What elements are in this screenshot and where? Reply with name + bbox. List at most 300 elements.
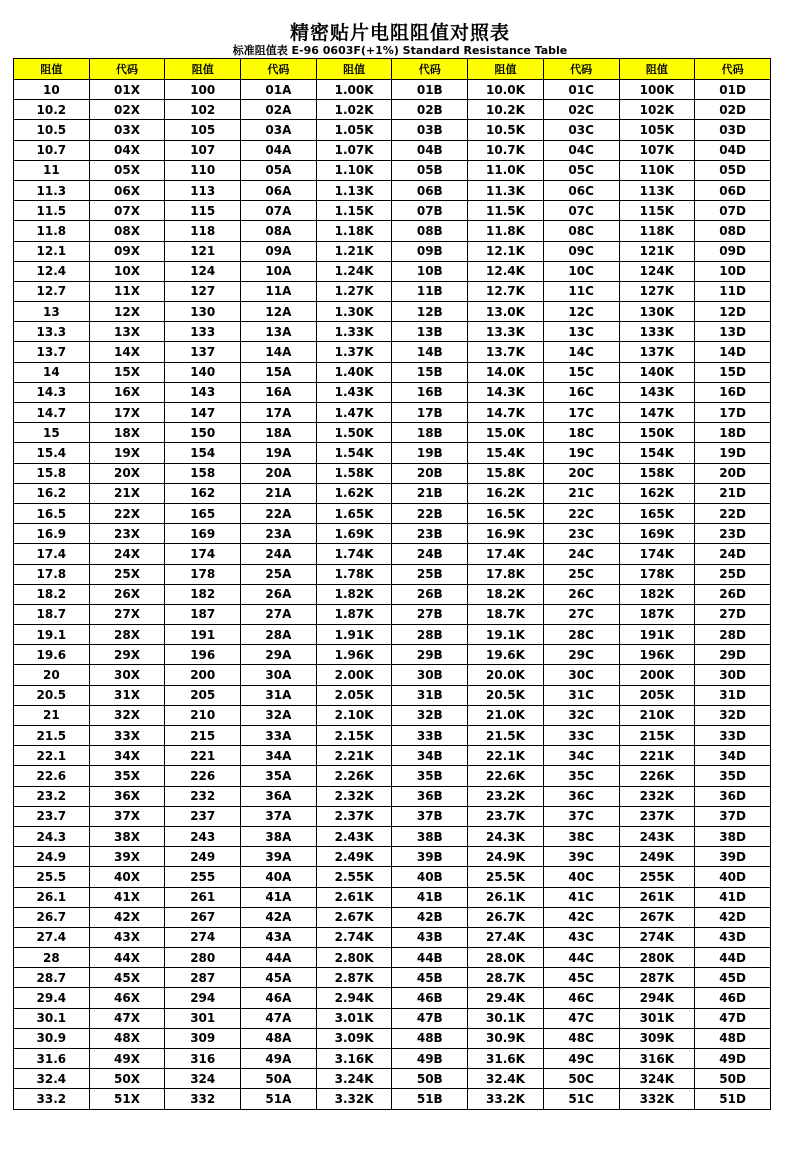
resistance-code-cell: 09B	[392, 241, 468, 261]
resistance-code-cell: 49C	[543, 1049, 619, 1069]
table-row	[14, 927, 771, 947]
resistance-value-cell: 147K	[619, 403, 695, 423]
resistance-code-cell: 47C	[543, 1008, 619, 1028]
resistance-value-cell: 1.78K	[316, 564, 392, 584]
resistance-value-cell: 3.32K	[316, 1089, 392, 1109]
resistance-value-cell: 2.55K	[316, 867, 392, 887]
table-row	[14, 342, 771, 362]
resistance-code-cell: 02X	[89, 100, 165, 120]
resistance-value-cell: 1.00K	[316, 80, 392, 100]
resistance-code-cell: 49A	[241, 1049, 317, 1069]
resistance-code-cell: 26B	[392, 584, 468, 604]
resistance-value-cell: 14.7K	[468, 403, 544, 423]
table-row	[14, 867, 771, 887]
resistance-value-cell: 3.24K	[316, 1069, 392, 1089]
resistance-value-cell: 24.3	[14, 826, 90, 846]
resistance-code-cell: 24B	[392, 544, 468, 564]
resistance-code-cell: 16D	[695, 382, 771, 402]
resistance-value-cell: 33.2K	[468, 1089, 544, 1109]
resistance-value-cell: 15.4	[14, 443, 90, 463]
resistance-value-cell: 140	[165, 362, 241, 382]
resistance-value-cell: 32.4	[14, 1069, 90, 1089]
resistance-code-cell: 26D	[695, 584, 771, 604]
resistance-code-cell: 14X	[89, 342, 165, 362]
resistance-code-cell: 39C	[543, 847, 619, 867]
resistance-code-cell: 18D	[695, 423, 771, 443]
resistance-code-cell: 40X	[89, 867, 165, 887]
resistance-value-cell: 31.6	[14, 1049, 90, 1069]
resistance-code-cell: 16X	[89, 382, 165, 402]
resistance-value-cell: 1.40K	[316, 362, 392, 382]
resistance-value-cell: 137K	[619, 342, 695, 362]
resistance-value-cell: 118	[165, 221, 241, 241]
resistance-value-cell: 1.21K	[316, 241, 392, 261]
resistance-value-cell: 324K	[619, 1069, 695, 1089]
resistance-value-cell: 19.1K	[468, 625, 544, 645]
resistance-value-cell: 196K	[619, 645, 695, 665]
resistance-code-cell: 08C	[543, 221, 619, 241]
resistance-code-cell: 22B	[392, 503, 468, 523]
resistance-code-cell: 16A	[241, 382, 317, 402]
resistance-value-cell: 143K	[619, 382, 695, 402]
resistance-code-cell: 46D	[695, 988, 771, 1008]
resistance-code-cell: 50D	[695, 1069, 771, 1089]
resistance-code-cell: 23X	[89, 524, 165, 544]
resistance-code-cell: 05X	[89, 160, 165, 180]
resistance-code-cell: 25C	[543, 564, 619, 584]
table-row	[14, 362, 771, 382]
resistance-code-cell: 02A	[241, 100, 317, 120]
resistance-value-cell: 12.4K	[468, 261, 544, 281]
page-title: 精密贴片电阻阻值对照表	[289, 22, 510, 44]
resistance-value-cell: 17.4K	[468, 544, 544, 564]
resistance-value-cell: 15.8	[14, 463, 90, 483]
resistance-code-cell: 38A	[241, 826, 317, 846]
resistance-code-cell: 21C	[543, 483, 619, 503]
resistance-value-cell: 102K	[619, 100, 695, 120]
resistance-value-cell: 26.7	[14, 907, 90, 927]
resistance-code-cell: 49X	[89, 1049, 165, 1069]
resistance-value-cell: 154	[165, 443, 241, 463]
resistance-code-cell: 45B	[392, 968, 468, 988]
resistance-value-cell: 10.2	[14, 100, 90, 120]
resistance-code-cell: 20X	[89, 463, 165, 483]
table-row	[14, 766, 771, 786]
resistance-value-cell: 28.7K	[468, 968, 544, 988]
resistance-value-cell: 210K	[619, 705, 695, 725]
resistance-value-cell: 11.0K	[468, 160, 544, 180]
header-value: 阻值	[165, 59, 241, 80]
resistance-code-cell: 27D	[695, 604, 771, 624]
resistance-code-cell: 14B	[392, 342, 468, 362]
resistance-value-cell: 1.13K	[316, 180, 392, 200]
resistance-value-cell: 267K	[619, 907, 695, 927]
resistance-value-cell: 1.87K	[316, 604, 392, 624]
resistance-value-cell: 124	[165, 261, 241, 281]
resistance-code-cell: 16C	[543, 382, 619, 402]
resistance-code-cell: 33X	[89, 726, 165, 746]
resistance-code-cell: 04C	[543, 140, 619, 160]
resistance-value-cell: 23.7	[14, 806, 90, 826]
table-row	[14, 806, 771, 826]
resistance-value-cell: 11.3	[14, 180, 90, 200]
resistance-value-cell: 158	[165, 463, 241, 483]
resistance-code-cell: 48B	[392, 1028, 468, 1048]
resistance-code-cell: 07D	[695, 201, 771, 221]
resistance-code-cell: 44C	[543, 948, 619, 968]
resistance-code-cell: 29A	[241, 645, 317, 665]
table-row	[14, 120, 771, 140]
resistance-value-cell: 11.8	[14, 221, 90, 241]
resistance-value-cell: 16.2K	[468, 483, 544, 503]
resistance-value-cell: 221	[165, 746, 241, 766]
resistance-value-cell: 107	[165, 140, 241, 160]
resistance-value-cell: 301	[165, 1008, 241, 1028]
resistance-value-cell: 182K	[619, 584, 695, 604]
resistance-value-cell: 1.91K	[316, 625, 392, 645]
resistance-code-cell: 26C	[543, 584, 619, 604]
resistance-value-cell: 255	[165, 867, 241, 887]
resistance-value-cell: 11.8K	[468, 221, 544, 241]
resistance-value-cell: 23.2	[14, 786, 90, 806]
resistance-code-cell: 11D	[695, 281, 771, 301]
table-row	[14, 746, 771, 766]
resistance-code-cell: 12D	[695, 302, 771, 322]
resistance-code-cell: 19A	[241, 443, 317, 463]
resistance-code-cell: 47X	[89, 1008, 165, 1028]
resistance-value-cell: 287	[165, 968, 241, 988]
resistance-value-cell: 1.43K	[316, 382, 392, 402]
resistance-value-cell: 221K	[619, 746, 695, 766]
resistance-code-cell: 28A	[241, 625, 317, 645]
resistance-value-cell: 150	[165, 423, 241, 443]
resistance-value-cell: 287K	[619, 968, 695, 988]
resistance-value-cell: 174	[165, 544, 241, 564]
resistance-code-cell: 48X	[89, 1028, 165, 1048]
resistance-code-cell: 35C	[543, 766, 619, 786]
resistance-value-cell: 267	[165, 907, 241, 927]
resistance-value-cell: 169K	[619, 524, 695, 544]
resistance-code-cell: 35D	[695, 766, 771, 786]
table-row	[14, 948, 771, 968]
resistance-value-cell: 200	[165, 665, 241, 685]
resistance-code-cell: 27A	[241, 604, 317, 624]
resistance-value-cell: 2.10K	[316, 705, 392, 725]
table-row	[14, 604, 771, 624]
resistance-value-cell: 30.1	[14, 1008, 90, 1028]
resistance-code-cell: 10D	[695, 261, 771, 281]
resistance-value-cell: 174K	[619, 544, 695, 564]
resistance-code-cell: 44B	[392, 948, 468, 968]
resistance-value-cell: 11.5	[14, 201, 90, 221]
resistance-value-cell: 237K	[619, 806, 695, 826]
resistance-code-cell: 44A	[241, 948, 317, 968]
resistance-value-cell: 274K	[619, 927, 695, 947]
resistance-code-cell: 02B	[392, 100, 468, 120]
resistance-value-cell: 20	[14, 665, 90, 685]
resistance-code-cell: 13B	[392, 322, 468, 342]
resistance-code-cell: 48D	[695, 1028, 771, 1048]
resistance-code-cell: 21X	[89, 483, 165, 503]
resistance-value-cell: 113K	[619, 180, 695, 200]
resistance-value-cell: 255K	[619, 867, 695, 887]
resistance-code-cell: 05C	[543, 160, 619, 180]
resistance-code-cell: 06A	[241, 180, 317, 200]
resistance-code-cell: 36A	[241, 786, 317, 806]
table-row	[14, 403, 771, 423]
resistance-code-cell: 51X	[89, 1089, 165, 1109]
resistance-code-cell: 01X	[89, 80, 165, 100]
resistance-code-cell: 08A	[241, 221, 317, 241]
resistance-value-cell: 21.0K	[468, 705, 544, 725]
resistance-code-cell: 21A	[241, 483, 317, 503]
resistance-code-cell: 50C	[543, 1069, 619, 1089]
resistance-value-cell: 2.00K	[316, 665, 392, 685]
resistance-code-cell: 45D	[695, 968, 771, 988]
resistance-value-cell: 20.5K	[468, 685, 544, 705]
resistance-code-cell: 31D	[695, 685, 771, 705]
resistance-code-cell: 09C	[543, 241, 619, 261]
resistance-code-cell: 32C	[543, 705, 619, 725]
resistance-value-cell: 2.05K	[316, 685, 392, 705]
resistance-code-cell: 34C	[543, 746, 619, 766]
resistance-value-cell: 118K	[619, 221, 695, 241]
resistance-code-cell: 05D	[695, 160, 771, 180]
resistance-code-cell: 04X	[89, 140, 165, 160]
resistance-code-cell: 39X	[89, 847, 165, 867]
table-row	[14, 524, 771, 544]
table-row	[14, 665, 771, 685]
resistance-value-cell: 18.2	[14, 584, 90, 604]
resistance-value-cell: 22.6	[14, 766, 90, 786]
resistance-code-cell: 38X	[89, 826, 165, 846]
resistance-value-cell: 11.5K	[468, 201, 544, 221]
resistance-code-cell: 36D	[695, 786, 771, 806]
resistance-value-cell: 1.18K	[316, 221, 392, 241]
resistance-value-cell: 130K	[619, 302, 695, 322]
resistance-value-cell: 24.9	[14, 847, 90, 867]
resistance-value-cell: 332K	[619, 1089, 695, 1109]
resistance-code-cell: 08B	[392, 221, 468, 241]
resistance-code-cell: 18X	[89, 423, 165, 443]
resistance-code-cell: 49B	[392, 1049, 468, 1069]
resistance-code-cell: 16B	[392, 382, 468, 402]
resistance-code-cell: 47A	[241, 1008, 317, 1028]
resistance-code-cell: 21D	[695, 483, 771, 503]
resistance-code-cell: 22C	[543, 503, 619, 523]
resistance-value-cell: 127	[165, 281, 241, 301]
resistance-value-cell: 30.9	[14, 1028, 90, 1048]
resistance-value-cell: 162K	[619, 483, 695, 503]
resistance-value-cell: 140K	[619, 362, 695, 382]
resistance-code-cell: 22D	[695, 503, 771, 523]
resistance-code-cell: 48C	[543, 1028, 619, 1048]
resistance-value-cell: 11	[14, 160, 90, 180]
resistance-code-cell: 18B	[392, 423, 468, 443]
resistance-value-cell: 2.94K	[316, 988, 392, 1008]
resistance-code-cell: 23A	[241, 524, 317, 544]
resistance-value-cell: 16.2	[14, 483, 90, 503]
resistance-code-cell: 04B	[392, 140, 468, 160]
table-row	[14, 302, 771, 322]
resistance-code-cell: 40D	[695, 867, 771, 887]
resistance-value-cell: 294K	[619, 988, 695, 1008]
resistance-code-cell: 38C	[543, 826, 619, 846]
resistance-value-cell: 2.67K	[316, 907, 392, 927]
table-row	[14, 80, 771, 100]
resistance-value-cell: 19.6	[14, 645, 90, 665]
resistance-code-cell: 17X	[89, 403, 165, 423]
table-row	[14, 443, 771, 463]
resistance-value-cell: 29.4K	[468, 988, 544, 1008]
resistance-value-cell: 121K	[619, 241, 695, 261]
resistance-code-cell: 04D	[695, 140, 771, 160]
resistance-value-cell: 14.3K	[468, 382, 544, 402]
resistance-code-cell: 34A	[241, 746, 317, 766]
resistance-code-cell: 24C	[543, 544, 619, 564]
resistance-code-cell: 03C	[543, 120, 619, 140]
resistance-code-cell: 42X	[89, 907, 165, 927]
resistance-code-cell: 51D	[695, 1089, 771, 1109]
resistance-value-cell: 165	[165, 503, 241, 523]
resistance-code-cell: 32X	[89, 705, 165, 725]
resistance-value-cell: 10.5	[14, 120, 90, 140]
table-header-row	[14, 59, 771, 80]
resistance-code-cell: 11X	[89, 281, 165, 301]
resistance-code-cell: 27C	[543, 604, 619, 624]
resistance-value-cell: 1.10K	[316, 160, 392, 180]
resistance-code-cell: 15B	[392, 362, 468, 382]
resistance-value-cell: 316K	[619, 1049, 695, 1069]
resistance-value-cell: 182	[165, 584, 241, 604]
resistance-value-cell: 13.7K	[468, 342, 544, 362]
table-row	[14, 1049, 771, 1069]
resistance-value-cell: 226	[165, 766, 241, 786]
resistance-value-cell: 137	[165, 342, 241, 362]
resistance-value-cell: 249K	[619, 847, 695, 867]
resistance-value-cell: 17.8	[14, 564, 90, 584]
resistance-code-cell: 23D	[695, 524, 771, 544]
header-value: 阻值	[316, 59, 392, 80]
resistance-value-cell: 2.21K	[316, 746, 392, 766]
resistance-value-cell: 1.30K	[316, 302, 392, 322]
resistance-code-cell: 41D	[695, 887, 771, 907]
resistance-value-cell: 2.26K	[316, 766, 392, 786]
resistance-code-cell: 34B	[392, 746, 468, 766]
resistance-code-cell: 51A	[241, 1089, 317, 1109]
resistance-code-cell: 30C	[543, 665, 619, 685]
resistance-code-cell: 42A	[241, 907, 317, 927]
resistance-code-cell: 42C	[543, 907, 619, 927]
resistance-code-cell: 12A	[241, 302, 317, 322]
resistance-value-cell: 215	[165, 726, 241, 746]
resistance-code-cell: 28C	[543, 625, 619, 645]
resistance-value-cell: 280	[165, 948, 241, 968]
resistance-code-cell: 06D	[695, 180, 771, 200]
resistance-value-cell: 32.4K	[468, 1069, 544, 1089]
resistance-code-cell: 36X	[89, 786, 165, 806]
resistance-value-cell: 16.9	[14, 524, 90, 544]
resistance-value-cell: 1.50K	[316, 423, 392, 443]
resistance-code-cell: 15X	[89, 362, 165, 382]
resistance-code-cell: 12C	[543, 302, 619, 322]
resistance-value-cell: 169	[165, 524, 241, 544]
resistance-value-cell: 237	[165, 806, 241, 826]
table-row	[14, 100, 771, 120]
resistance-code-cell: 12B	[392, 302, 468, 322]
resistance-value-cell: 25.5	[14, 867, 90, 887]
resistance-code-cell: 43B	[392, 927, 468, 947]
resistance-value-cell: 3.16K	[316, 1049, 392, 1069]
resistance-value-cell: 24.9K	[468, 847, 544, 867]
resistance-code-cell: 13X	[89, 322, 165, 342]
resistance-value-cell: 294	[165, 988, 241, 1008]
resistance-code-cell: 17C	[543, 403, 619, 423]
resistance-value-cell: 12.7K	[468, 281, 544, 301]
resistance-code-cell: 31B	[392, 685, 468, 705]
table-row	[14, 726, 771, 746]
resistance-code-cell: 37C	[543, 806, 619, 826]
resistance-value-cell: 127K	[619, 281, 695, 301]
resistance-value-cell: 25.5K	[468, 867, 544, 887]
resistance-code-cell: 19X	[89, 443, 165, 463]
resistance-code-cell: 36B	[392, 786, 468, 806]
table-row	[14, 221, 771, 241]
resistance-code-cell: 41B	[392, 887, 468, 907]
page-subtitle: 标准阻值表 E-96 0603F(+1%) Standard Resistance Table	[232, 44, 568, 57]
table-row	[14, 1008, 771, 1028]
resistance-value-cell: 191K	[619, 625, 695, 645]
resistance-value-cell: 100	[165, 80, 241, 100]
resistance-value-cell: 22.1	[14, 746, 90, 766]
resistance-value-cell: 2.43K	[316, 826, 392, 846]
resistance-code-cell: 37B	[392, 806, 468, 826]
resistance-code-cell: 01D	[695, 80, 771, 100]
resistance-value-cell: 19.1	[14, 625, 90, 645]
resistance-value-cell: 3.09K	[316, 1028, 392, 1048]
resistance-value-cell: 226K	[619, 766, 695, 786]
resistance-code-cell: 40A	[241, 867, 317, 887]
resistance-code-cell: 09D	[695, 241, 771, 261]
resistance-value-cell: 113	[165, 180, 241, 200]
resistance-code-cell: 39A	[241, 847, 317, 867]
resistance-value-cell: 20.5	[14, 685, 90, 705]
resistance-value-cell: 316	[165, 1049, 241, 1069]
resistance-code-cell: 43A	[241, 927, 317, 947]
resistance-value-cell: 1.15K	[316, 201, 392, 221]
resistance-value-cell: 10.7	[14, 140, 90, 160]
table-row	[14, 786, 771, 806]
resistance-code-cell: 10A	[241, 261, 317, 281]
resistance-code-cell: 23B	[392, 524, 468, 544]
resistance-code-cell: 11A	[241, 281, 317, 301]
resistance-value-cell: 14.3	[14, 382, 90, 402]
resistance-code-cell: 02C	[543, 100, 619, 120]
resistance-code-cell: 47D	[695, 1008, 771, 1028]
resistance-code-cell: 07A	[241, 201, 317, 221]
table-row	[14, 685, 771, 705]
resistance-code-cell: 40B	[392, 867, 468, 887]
resistance-code-cell: 11B	[392, 281, 468, 301]
resistance-value-cell: 33.2	[14, 1089, 90, 1109]
resistance-code-cell: 04A	[241, 140, 317, 160]
resistance-value-cell: 14	[14, 362, 90, 382]
resistance-code-cell: 43C	[543, 927, 619, 947]
resistance-value-cell: 107K	[619, 140, 695, 160]
resistance-code-cell: 47B	[392, 1008, 468, 1028]
resistance-code-cell: 06X	[89, 180, 165, 200]
resistance-code-cell: 36C	[543, 786, 619, 806]
